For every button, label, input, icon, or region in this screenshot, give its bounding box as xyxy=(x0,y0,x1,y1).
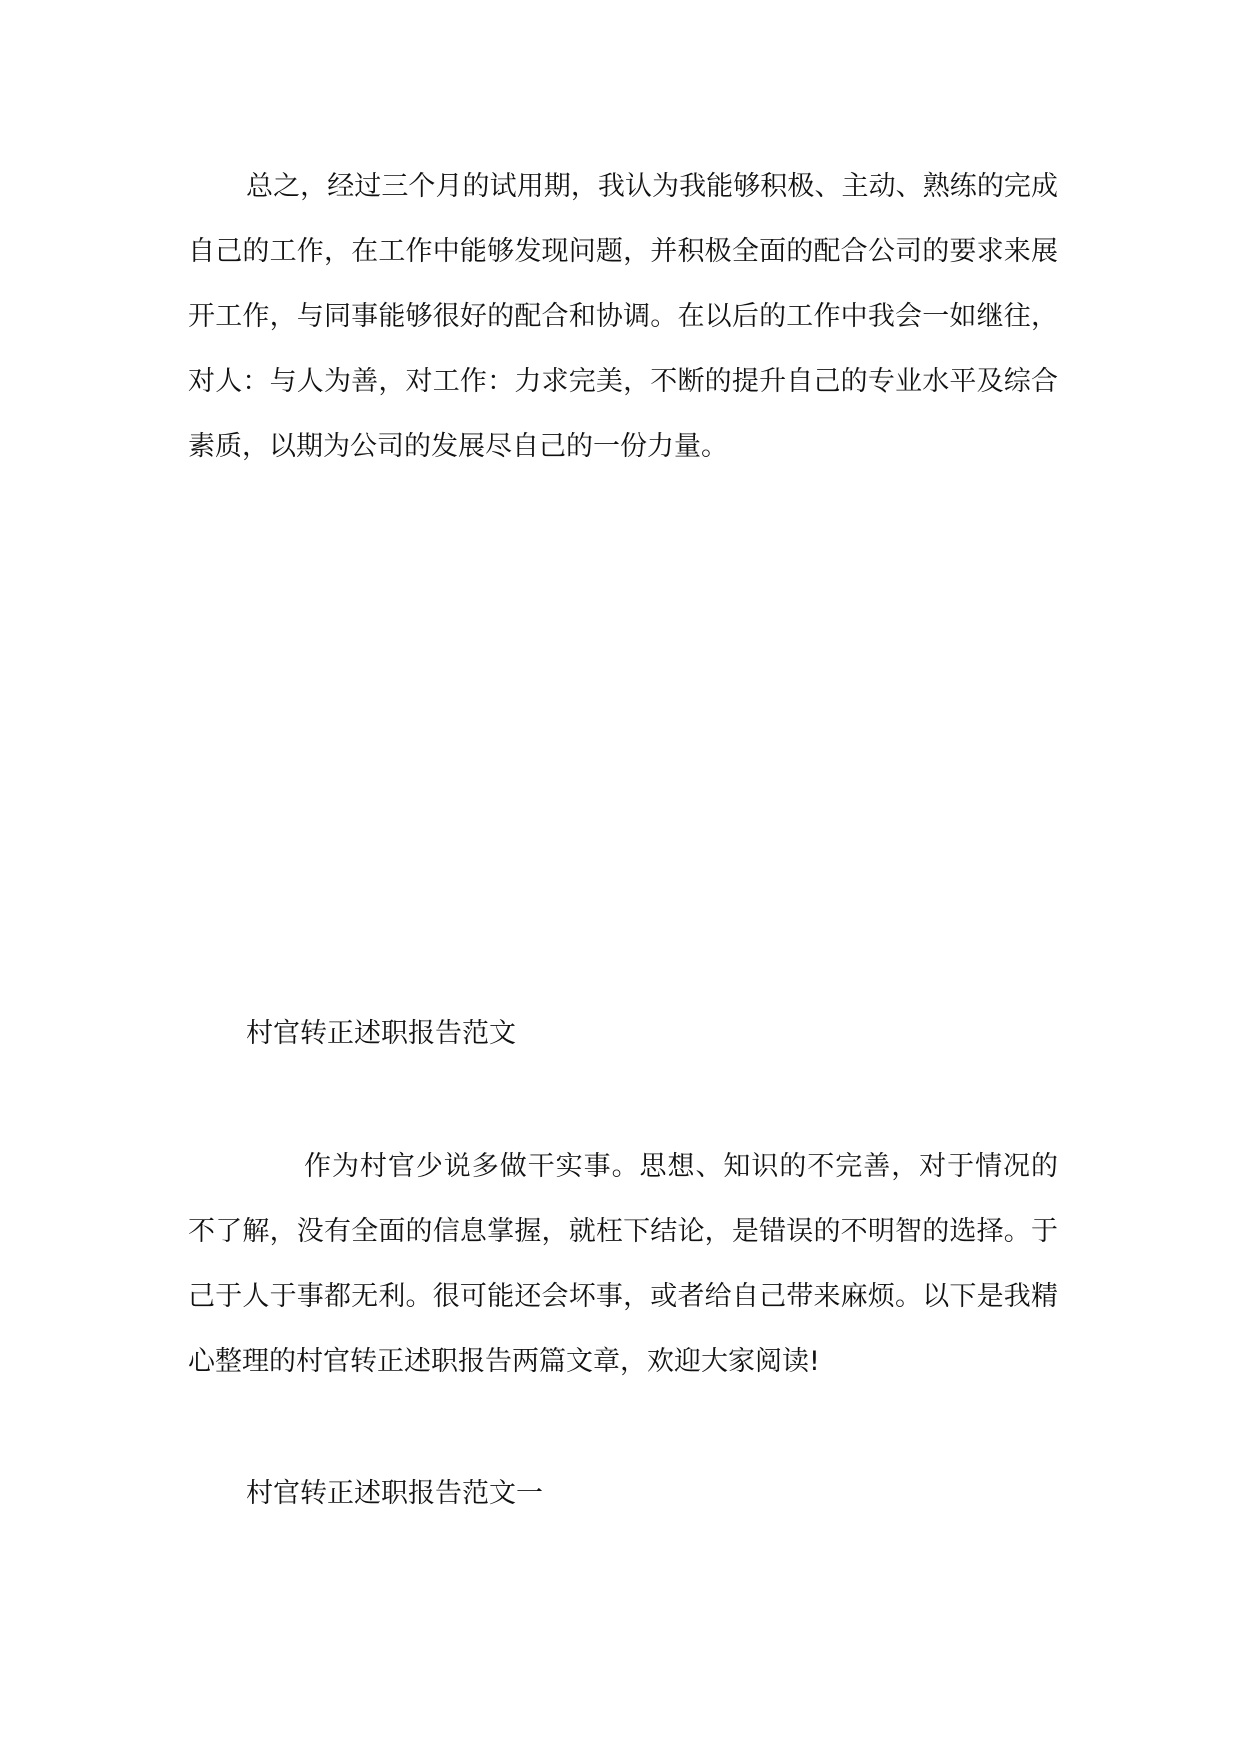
body-paragraph-intro: 作为村官少说多做干实事。思想、知识的不完善，对于情况的不了解，没有全面的信息掌握，就枉下结论，是错误的不明智的选择。于己于人于事都无利。很可能还会坏事，或者给自己带来麻烦。以下是我精心整理的村官转正述职报告两篇文章，欢迎大家阅读! xyxy=(188,1151,1058,1377)
section-heading: 村官转正述职报告范文 xyxy=(246,1018,516,1049)
body-paragraph-summary: 总之，经过三个月的试用期，我认为我能够积极、主动、熟练的完成自己的工作，在工作中能够发现问题，并积极全面的配合公司的要求来展开工作，与同事能够很好的配合和协调。在以后的工作中我会一如继往，对人：与人为善，对工作：力求完美，不断的提升自己的专业水平及综合素质，以期为公司的发展尽自己的一份力量。 xyxy=(188,171,1058,462)
section-subheading: 村官转正述职报告范文一 xyxy=(246,1478,543,1509)
